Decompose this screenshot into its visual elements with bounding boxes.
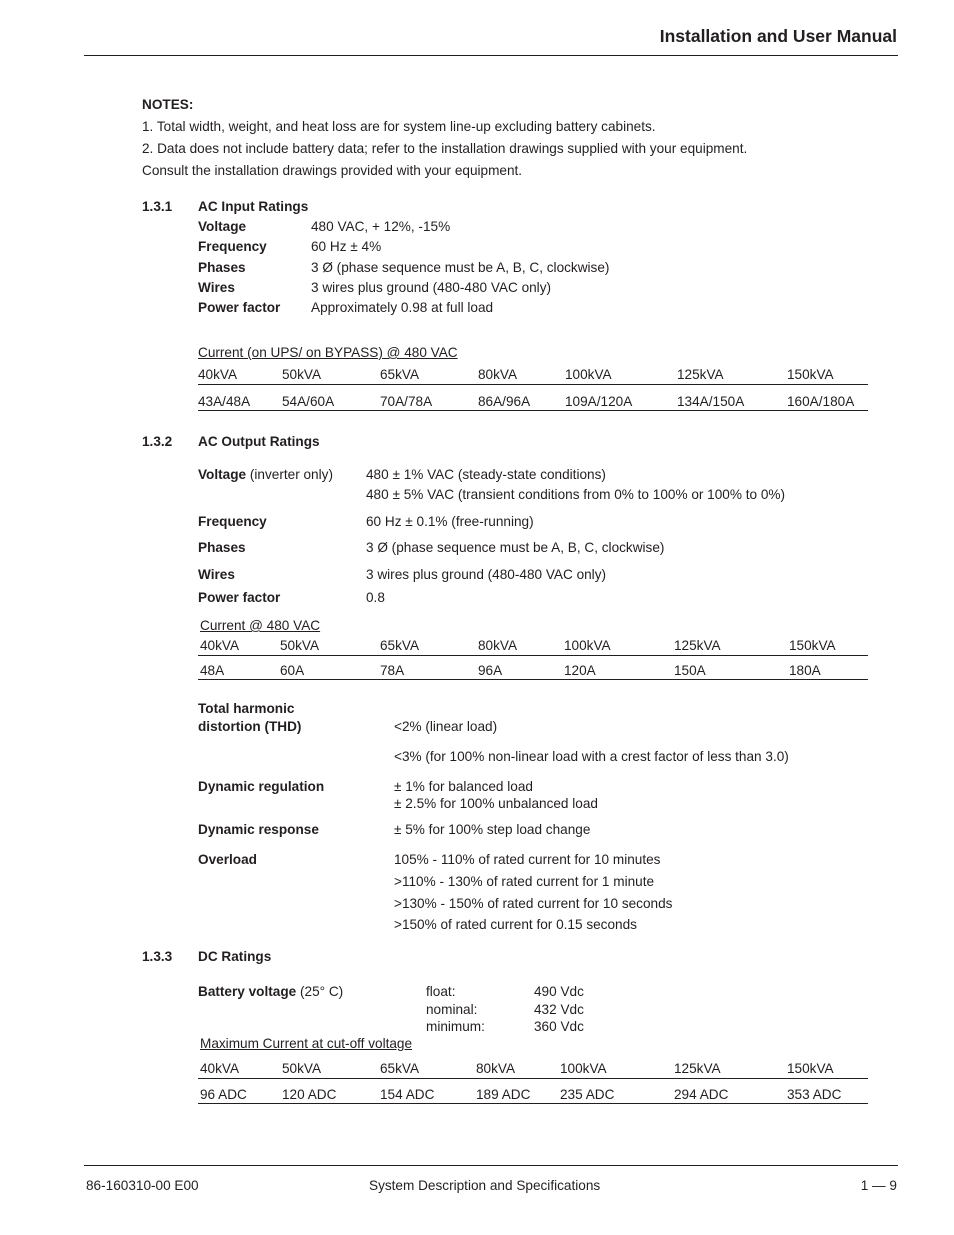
spec-label: Wires [198, 280, 235, 295]
battery-row-label: nominal: [426, 1002, 478, 1017]
spec-value: 3 Ø (phase sequence must be A, B, C, clockwise) [311, 260, 610, 275]
section-title: DC Ratings [198, 949, 272, 964]
section-title: AC Output Ratings [198, 434, 320, 449]
table-cell: 86A/96A [478, 394, 531, 409]
table-rule [198, 679, 868, 680]
table-cell: 96A [478, 663, 503, 678]
spec-label: Wires [198, 567, 235, 582]
table-header-cell: 100kVA [560, 1061, 607, 1076]
table-header-cell: 40kVA [198, 367, 238, 382]
table-header-cell: 80kVA [476, 1061, 516, 1076]
battery-qualifier: (25° C) [296, 984, 344, 999]
table-cell: 180A [789, 663, 821, 678]
table-header-cell: 65kVA [380, 1061, 420, 1076]
table-header-cell: 40kVA [200, 638, 240, 653]
table-cell: 78A [380, 663, 405, 678]
spec-label: Frequency [198, 239, 267, 254]
overload-value: 105% - 110% of rated current for 10 minutes [394, 852, 661, 867]
table-cell: 189 ADC [476, 1087, 531, 1102]
table-header-cell: 50kVA [280, 638, 320, 653]
table-cell: 60A [280, 663, 305, 678]
header-rule [84, 55, 898, 56]
table-header-cell: 125kVA [677, 367, 724, 382]
table-rule [198, 410, 868, 411]
table-cell: 43A/48A [198, 394, 251, 409]
section-title: AC Input Ratings [198, 199, 309, 214]
table-header-cell: 150kVA [787, 367, 834, 382]
dynamic-response-value: ± 5% for 100% step load change [394, 822, 591, 837]
spec-value: 480 ± 1% VAC (steady-state conditions) [366, 467, 606, 482]
footer-section: System Description and Specifications [369, 1178, 601, 1193]
battery-row-value: 432 Vdc [534, 1002, 584, 1017]
spec-value: 3 Ø (phase sequence must be A, B, C, clockwise) [366, 540, 665, 555]
overload-value: >150% of rated current for 0.15 seconds [394, 917, 637, 932]
footer-page-number: 1 — 9 [860, 1178, 897, 1193]
table-cell: 109A/120A [565, 394, 633, 409]
overload-label: Overload [198, 852, 257, 867]
table-cell: 48A [200, 663, 225, 678]
table-header-cell: 100kVA [565, 367, 612, 382]
table-header-cell: 50kVA [282, 367, 322, 382]
dynamic-regulation-value: ± 1% for balanced load [394, 779, 533, 794]
battery-row-value: 490 Vdc [534, 984, 584, 999]
battery-row-label: float: [426, 984, 456, 999]
spec-value: 480 VAC, + 12%, -15% [311, 219, 451, 234]
overload-value: >130% - 150% of rated current for 10 seconds [394, 896, 673, 911]
dynamic-regulation-value: ± 2.5% for 100% unbalanced load [394, 796, 598, 811]
spec-label [198, 467, 333, 483]
table-caption: Current (on UPS/ on BYPASS) @ 480 VAC [198, 345, 458, 360]
table-cell: 120 ADC [282, 1087, 337, 1102]
spec-label: Power factor [198, 300, 281, 315]
spec-value: 0.8 [366, 590, 385, 605]
table-cell: 96 ADC [200, 1087, 247, 1102]
table-header-cell: 150kVA [787, 1061, 834, 1076]
table-cell: 235 ADC [560, 1087, 615, 1102]
notes-heading: NOTES: [142, 97, 194, 112]
dynamic-regulation-label: Dynamic regulation [198, 779, 325, 794]
table-header-cell: 80kVA [478, 638, 518, 653]
spec-label: Phases [198, 260, 246, 275]
table-cell: 154 ADC [380, 1087, 435, 1102]
footer-doc-number: 86-160310-00 E00 [86, 1178, 199, 1193]
table-cell: 54A/60A [282, 394, 335, 409]
note-line: Consult the installation drawings provided with your equipment. [142, 163, 523, 178]
dynamic-response-label: Dynamic response [198, 822, 319, 837]
table-cell: 150A [674, 663, 706, 678]
section-number: 1.3.1 [142, 199, 173, 214]
section-number: 1.3.3 [142, 949, 173, 964]
table-cell: 160A/180A [787, 394, 855, 409]
table-caption: Current @ 480 VAC [200, 618, 321, 633]
table-rule [198, 1078, 868, 1079]
thd-label: distortion (THD) [198, 719, 302, 734]
table-header-cell: 125kVA [674, 1061, 721, 1076]
note-line: 1. Total width, weight, and heat loss are for system line-up excluding battery cabinets. [142, 119, 656, 134]
table-header-cell: 125kVA [674, 638, 721, 653]
table-header-cell: 65kVA [380, 367, 420, 382]
section-number: 1.3.2 [142, 434, 173, 449]
voltage-label: Voltage [198, 467, 247, 482]
spec-value: 60 Hz ± 4% [311, 239, 382, 254]
table-caption: Maximum Current at cut-off voltage [200, 1036, 413, 1051]
table-header-cell: 40kVA [200, 1061, 240, 1076]
table-rule [198, 655, 868, 656]
battery-label: Battery voltage [198, 984, 297, 999]
battery-row-label: minimum: [426, 1019, 485, 1034]
table-cell: 134A/150A [677, 394, 745, 409]
thd-value: <2% (linear load) [394, 719, 498, 734]
battery-row-value: 360 Vdc [534, 1019, 584, 1034]
table-header-cell: 150kVA [789, 638, 836, 653]
thd-label: Total harmonic [198, 701, 295, 716]
spec-value: 3 wires plus ground (480-480 VAC only) [366, 567, 607, 582]
table-header-cell: 80kVA [478, 367, 518, 382]
spec-value: Approximately 0.98 at full load [311, 300, 494, 315]
spec-value: 480 ± 5% VAC (transient conditions from 0% to 100% or 100% to 0%) [366, 487, 786, 502]
table-cell: 120A [564, 663, 596, 678]
overload-value: >110% - 130% of rated current for 1 minute [394, 874, 655, 889]
table-rule [198, 384, 868, 385]
table-header-cell: 65kVA [380, 638, 420, 653]
voltage-qualifier: (inverter only) [246, 467, 333, 482]
spec-label: Power factor [198, 590, 281, 605]
table-cell: 294 ADC [674, 1087, 729, 1102]
spec-label: Phases [198, 540, 246, 555]
spec-value: 3 wires plus ground (480-480 VAC only) [311, 280, 552, 295]
note-line: 2. Data does not include battery data; refer to the installation drawings supplied with your equipment. [142, 141, 748, 156]
table-cell: 353 ADC [787, 1087, 842, 1102]
table-header-cell: 100kVA [564, 638, 611, 653]
page-header-title: Installation and User Manual [659, 26, 897, 46]
table-rule [198, 1103, 868, 1104]
table-cell: 70A/78A [380, 394, 433, 409]
thd-value: <3% (for 100% non-linear load with a crest factor of less than 3.0) [394, 749, 789, 764]
footer-rule [84, 1165, 898, 1166]
battery-voltage-label [198, 984, 343, 1000]
spec-label: Frequency [198, 514, 267, 529]
spec-label: Voltage [198, 219, 247, 234]
spec-value: 60 Hz ± 0.1% (free-running) [366, 514, 534, 529]
table-header-cell: 50kVA [282, 1061, 322, 1076]
